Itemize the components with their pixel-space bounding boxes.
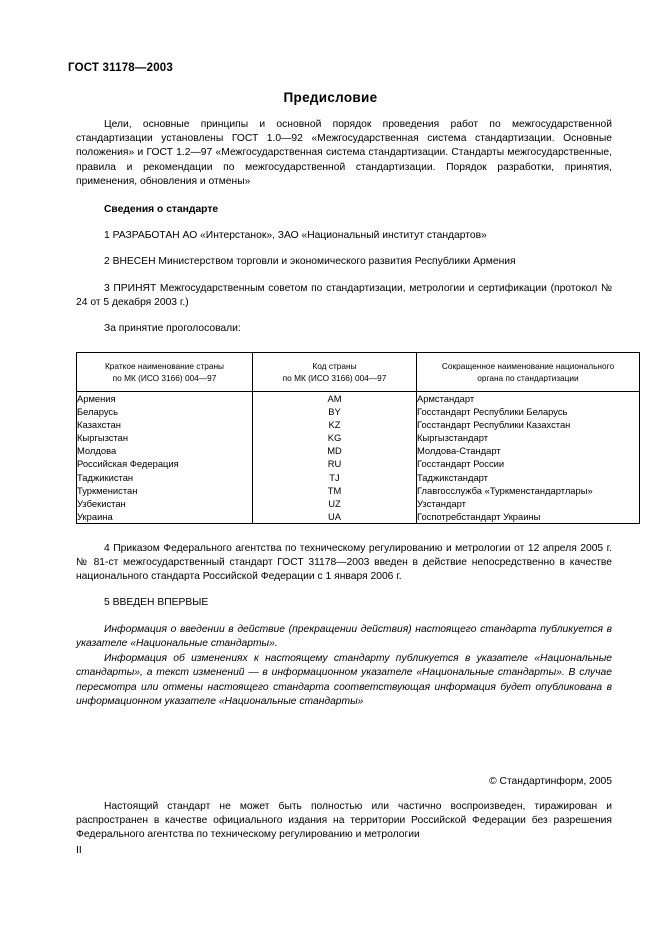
country-name: Украина: [77, 510, 113, 522]
country-code: MD: [327, 445, 342, 457]
national-body: Госпотребстандарт Украины: [417, 510, 541, 522]
country-code: RU: [327, 458, 342, 470]
column-header-country-name: [77, 353, 253, 392]
preface-item-5: 5 ВВЕДЕН ВПЕРВЫЕ: [104, 597, 209, 609]
country-table-container: [76, 352, 615, 523]
country-name: Молдова: [77, 445, 117, 457]
national-body: Госстандарт России: [417, 458, 505, 470]
column-header-line-1: Код страны: [312, 361, 357, 372]
column-header-national-body: [417, 353, 640, 392]
preface-item-4: 4 Приказом Федерального агентства по техническому регулированию и метрологии от 12 апреля 2005 г. № 81-ст межгосударственный стандарт ГОСТ 31178—2003 введен в действие непосредственно в качестве национального стандарта Российской Федерации с 1 января 2006 г.: [76, 542, 612, 583]
country-code: UZ: [328, 497, 341, 509]
country-code: TM: [327, 484, 342, 496]
intro-paragraph: Цели, основные принципы и основной порядок проведения работ по межгосударственной стандартизации установлены ГОСТ 1.0—92 «Межгосударственная система стандартизации. Основные положения» и ГОСТ 1.2—97 «Межгосударственная система стандартизации. Стандарты межгосударственные, правила и рекомендации по межгосударственной стандартизации. Порядок разработки, принятия, применения, обновления и отмены»: [76, 119, 612, 187]
country-table-head: [77, 353, 640, 392]
national-body: Госстандарт Республики Казахстан: [417, 419, 571, 431]
national-body: Главгосслужба «Туркменстандартлары»: [417, 484, 593, 496]
column-header-line-2: по МК (ИСО 3166) 004—97: [112, 373, 217, 384]
country-name: Армения: [77, 393, 116, 405]
national-body-cells: [417, 392, 640, 523]
page-number: II: [76, 845, 82, 856]
country-code: KG: [327, 432, 342, 444]
country-table: [76, 352, 640, 523]
vote-line: За принятие проголосовали:: [104, 323, 241, 335]
country-name: Кыргызстан: [77, 432, 129, 444]
column-header-line-2: по МК (ИСО 3166) 004—97: [282, 373, 387, 384]
national-body: Узстандарт: [417, 497, 466, 509]
national-body: Госстандарт Республики Беларусь: [417, 406, 568, 418]
document-body: [76, 118, 615, 710]
country-code: UA: [327, 510, 342, 522]
national-body: Кыргызстандарт: [417, 432, 489, 444]
country-code: BY: [328, 406, 341, 418]
national-body: Армстандарт: [417, 393, 475, 405]
preface-item-3: 3 ПРИНЯТ Межгосударственным советом по стандартизации, метрологии и сертификации (протокол № 24 от 5 декабря 2003 г.): [76, 282, 612, 308]
country-name: Таджикистан: [77, 471, 134, 483]
table-row: [77, 392, 640, 523]
preface-item-2: 2 ВНЕСЕН Министерством торговли и экономического развития Республики Армения: [104, 256, 516, 268]
copyright-line: © Стандартинформ, 2005: [489, 776, 612, 787]
country-code-cells: [253, 392, 417, 523]
country-name: Беларусь: [77, 406, 119, 418]
national-body: Молдова-Стандарт: [417, 445, 501, 457]
country-code: KZ: [328, 419, 341, 431]
column-header-line-1: Краткое наименование страны: [104, 361, 225, 372]
column-header-line-2: органа по стандартизации: [477, 373, 579, 384]
country-name: Узбекистан: [77, 497, 126, 509]
italic-note-2: Информация об изменениях к настоящему стандарту публикуется в указателе «Национальные стандарты», а текст изменений — в информационном указателе «Национальные стандарты». В случае пересмотра или отмены настоящего стандарта соответствующая информация будет опубликована в информационном указателе «Национальные стандарты»: [76, 652, 612, 708]
country-name: Российская Федерация: [77, 458, 179, 470]
table-header-row: [77, 353, 640, 392]
page-title: Предисловие: [283, 90, 378, 105]
country-table-body: [77, 392, 640, 523]
country-code: AM: [327, 393, 342, 405]
national-body: Таджикстандарт: [417, 471, 488, 483]
column-header-country-code: [253, 353, 417, 392]
country-name: Туркменистан: [77, 484, 138, 496]
italic-note-1: Информация о введении в действие (прекращении действия) настоящего стандарта публикуется в указателе «Национальные стандарты».: [76, 623, 612, 650]
reproduction-note: Настоящий стандарт не может быть полностью или частично воспроизведен, тиражирован и распространен в качестве официального издания на территории Российской Федерации без разрешения Федерального агентства по техническому регулированию и метрологии: [76, 801, 612, 841]
preface-item-1: 1 РАЗРАБОТАН АО «Интерстанок», ЗАО «Национальный институт стандартов»: [104, 230, 487, 242]
standard-number: ГОСТ 31178—2003: [68, 62, 173, 74]
column-header-line-1: Сокращенное наименование национального: [441, 361, 615, 372]
country-code: TJ: [329, 471, 340, 483]
country-name: Казахстан: [77, 419, 121, 431]
country-name-cells: [77, 392, 253, 523]
section-heading-standard-info: Сведения о стандарте: [104, 204, 219, 216]
spacer: [76, 524, 612, 530]
